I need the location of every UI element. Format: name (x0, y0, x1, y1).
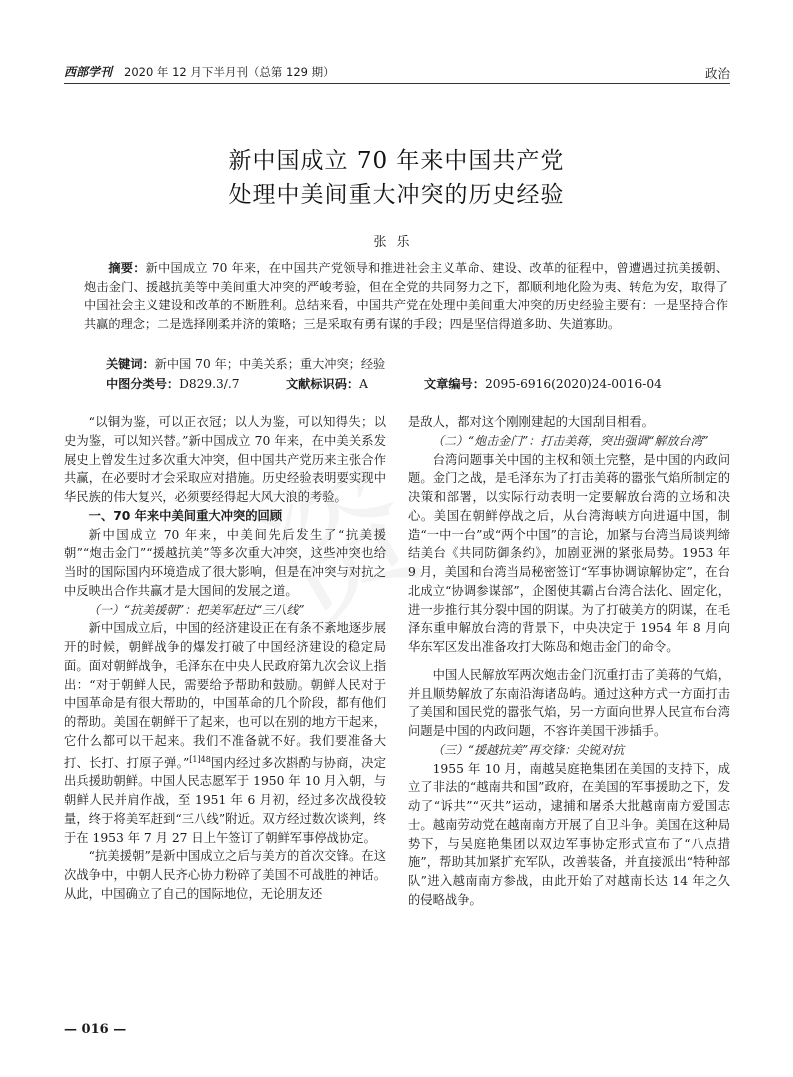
abstract (84, 259, 728, 333)
running-header (64, 60, 730, 82)
page-number: — 016 — (64, 1022, 127, 1037)
clc-label: 中图分类号： (106, 377, 180, 391)
clc-value: D829.3/.7 (179, 377, 240, 391)
paragraph: 台湾问题事关中国的主权和领土完整，是中国的内政问题。金门之战，是毛泽东为了打击美蒋的嚣张气焰所制定的决策和部署，以实际行动表明一定要解放台湾的立场和决心。美国在朝鲜停战之后，从台湾海峡方向进逼中国，制造“一中一台”或“两个中国”的言论，加紧与台湾当局谈判缔结美台《共同防御条约》，加剧亚洲的紧张局势。1953 年 9 月，美国和台湾当局秘密签订“军事协调谅解协定”，在台北成立“协调参谋部”，企图使其霸占台湾合法化、固定化，进一步推行其分裂中国的阴谋。为了打破美方的阴谋，在毛泽东重申解放台湾的背景下，中央决定于 1954 年 8 月向华东军区发出准备攻打大陈岛和炮击金门的命令。 (408, 452, 730, 654)
author: 张乐 (373, 235, 420, 250)
section-heading: 一、70 年来中美间重大冲突的回顾 (88, 508, 283, 523)
paragraph-text: 新中国成立后，中国的经济建设正在有条不紊地逐步展开的时候，朝鲜战争的爆发打破了中国经济建设的稳定局面。面对朝鲜战争，毛泽东在中央人民政府第九次会议上指出：“对于朝鲜人民，需要给予帮助和鼓励。朝鲜人民对于中国革命是有很大帮助的，中国革命的几个阶段，都有他们的帮助。美国在朝鲜干了起来，也可以在别的地方干起来，它什么都可以干起来。我们不准备就不好。我们要准备大打、长打、打原子弹。” (64, 621, 386, 770)
article-number-value: 2095-6916(2020)24-0016-04 (484, 377, 662, 391)
paragraph: “以铜为鉴，可以正衣冠；以人为鉴，可以知得失；以史为鉴，可以知兴替。”新中国成立 70 年来，在中美关系发展史上曾发生过多次重大冲突，但中国共产党历来主张合作共赢，在必要时才会采取应对措施。历史经验表明要实现中华民族的伟大复兴，必须要经得起大风大浪的考验。 (64, 415, 386, 504)
paragraph (64, 619, 386, 847)
paragraph: 中国人民解放军两次炮击金门沉重打击了美蒋的气焰，并且顺势解放了东南沿海诸岛屿。通过这种方式一方面打击了美国和国民党的嚣张气焰，另一方面向世界人民宣布台湾问题是中国的内政问题，不容许美国干涉插手。 (408, 667, 730, 738)
clc-number (106, 375, 240, 392)
body-column-right (408, 413, 730, 910)
issue-info: 2020 年 12 月下半月刊（总第 129 期） (124, 65, 335, 79)
subsection-heading: （三）“援越抗美”再交锋：尖锐对抗 (432, 742, 625, 757)
journal-logo: 西部学刊 (64, 65, 113, 79)
keywords (106, 355, 385, 372)
article-number (424, 375, 662, 392)
doc-code-label: 文献标识码： (286, 377, 360, 391)
keywords-label: 关键词： (106, 357, 155, 371)
spacer (408, 657, 730, 666)
abstract-text: 新中国成立 70 年来，在中国共产党领导和推进社会主义革命、建设、改革的征程中，曾遭遇过抗美援朝、炮击金门、援越抗美等中美间重大冲突的严峻考验，但在全党的共同努力之下，都顺利地化险为夷、转危为安，取得了中国社会主义建设和改革的不断胜利。总结来看，中国共产党在处理中美间重大冲突的历史经验主要有：一是坚持合作共赢的理念；二是选择刚柔并济的策略；三是采取有勇有谋的手段；四是坚信得道多助、失道寡助。 (84, 261, 728, 331)
subsection-heading: （二）“炮击金门”：打击美蒋，突出强调“解放台湾” (432, 433, 709, 448)
article-title-line-1: 新中国成立 70 年来中国共产党 (228, 148, 565, 174)
abstract-label: 摘要： (108, 261, 146, 275)
header-divider (64, 83, 730, 84)
article-number-label: 文章编号： (424, 377, 485, 391)
section-name: 政治 (704, 66, 730, 81)
citation-ref: [1]48 (189, 754, 211, 764)
body-column-left (64, 413, 386, 904)
paragraph-text: 国内经过多次斟酌与协商，决定出兵援助朝鲜。中国人民志愿军于 1950 年 10 月入朝，与朝鲜人民并肩作战，至 1951 年 6 月初，经过多次战役较量，终于将美军赶到“三八线”附近。双方经过数次谈判，终于在 1953 年 7 月 27 日上午签订了朝鲜军事停战协定。 (64, 755, 386, 845)
paragraph: 1955 年 10 月，南越吴庭艳集团在美国的支持下，成立了非法的“越南共和国”政府，在美国的军事援助之下，发动了“诉共”“灭共”运动，逮捕和屠杀大批越南南方爱国志士。越南劳动党在越南南方开展了自卫斗争。美国在这种局势下，与吴庭艳集团以双边军事协定形式宣布了“八点措施”，帮助其加紧扩充军队，改善装备，并直接派出“特种部队”进入越南南方参战，由此开始了对越南长达 14 年之久的侵略战争。 (408, 761, 730, 907)
doc-code-value: A (359, 377, 368, 391)
paragraph: 新中国成立 70 年来，中美间先后发生了“抗美援朝”“炮击金门”“援越抗美”等多次重大冲突，这些冲突也给当时的国际国内环境造成了很大影响，但是在冲突与对抗之中反映出合作共赢才是大国间的发展之道。 (64, 527, 386, 598)
article-title-line-2: 处理中美间重大冲突的历史经验 (228, 182, 565, 208)
doc-code (286, 375, 368, 392)
paragraph-continued: 是敌人，都对这个刚刚建起的大国刮目相看。 (408, 415, 654, 429)
subsection-heading: （一）“抗美援朝”：把美军赶过“三八线” (88, 602, 305, 617)
paragraph: “抗美援朝”是新中国成立之后与美方的首次交锋。在这次战争中，中朝人民齐心协力粉碎了美国不可战胜的神话。从此，中国确立了自己的国际地位，无论朋友还 (64, 849, 386, 901)
keywords-text: 新中国 70 年；中美关系；重大冲突；经验 (154, 357, 386, 371)
